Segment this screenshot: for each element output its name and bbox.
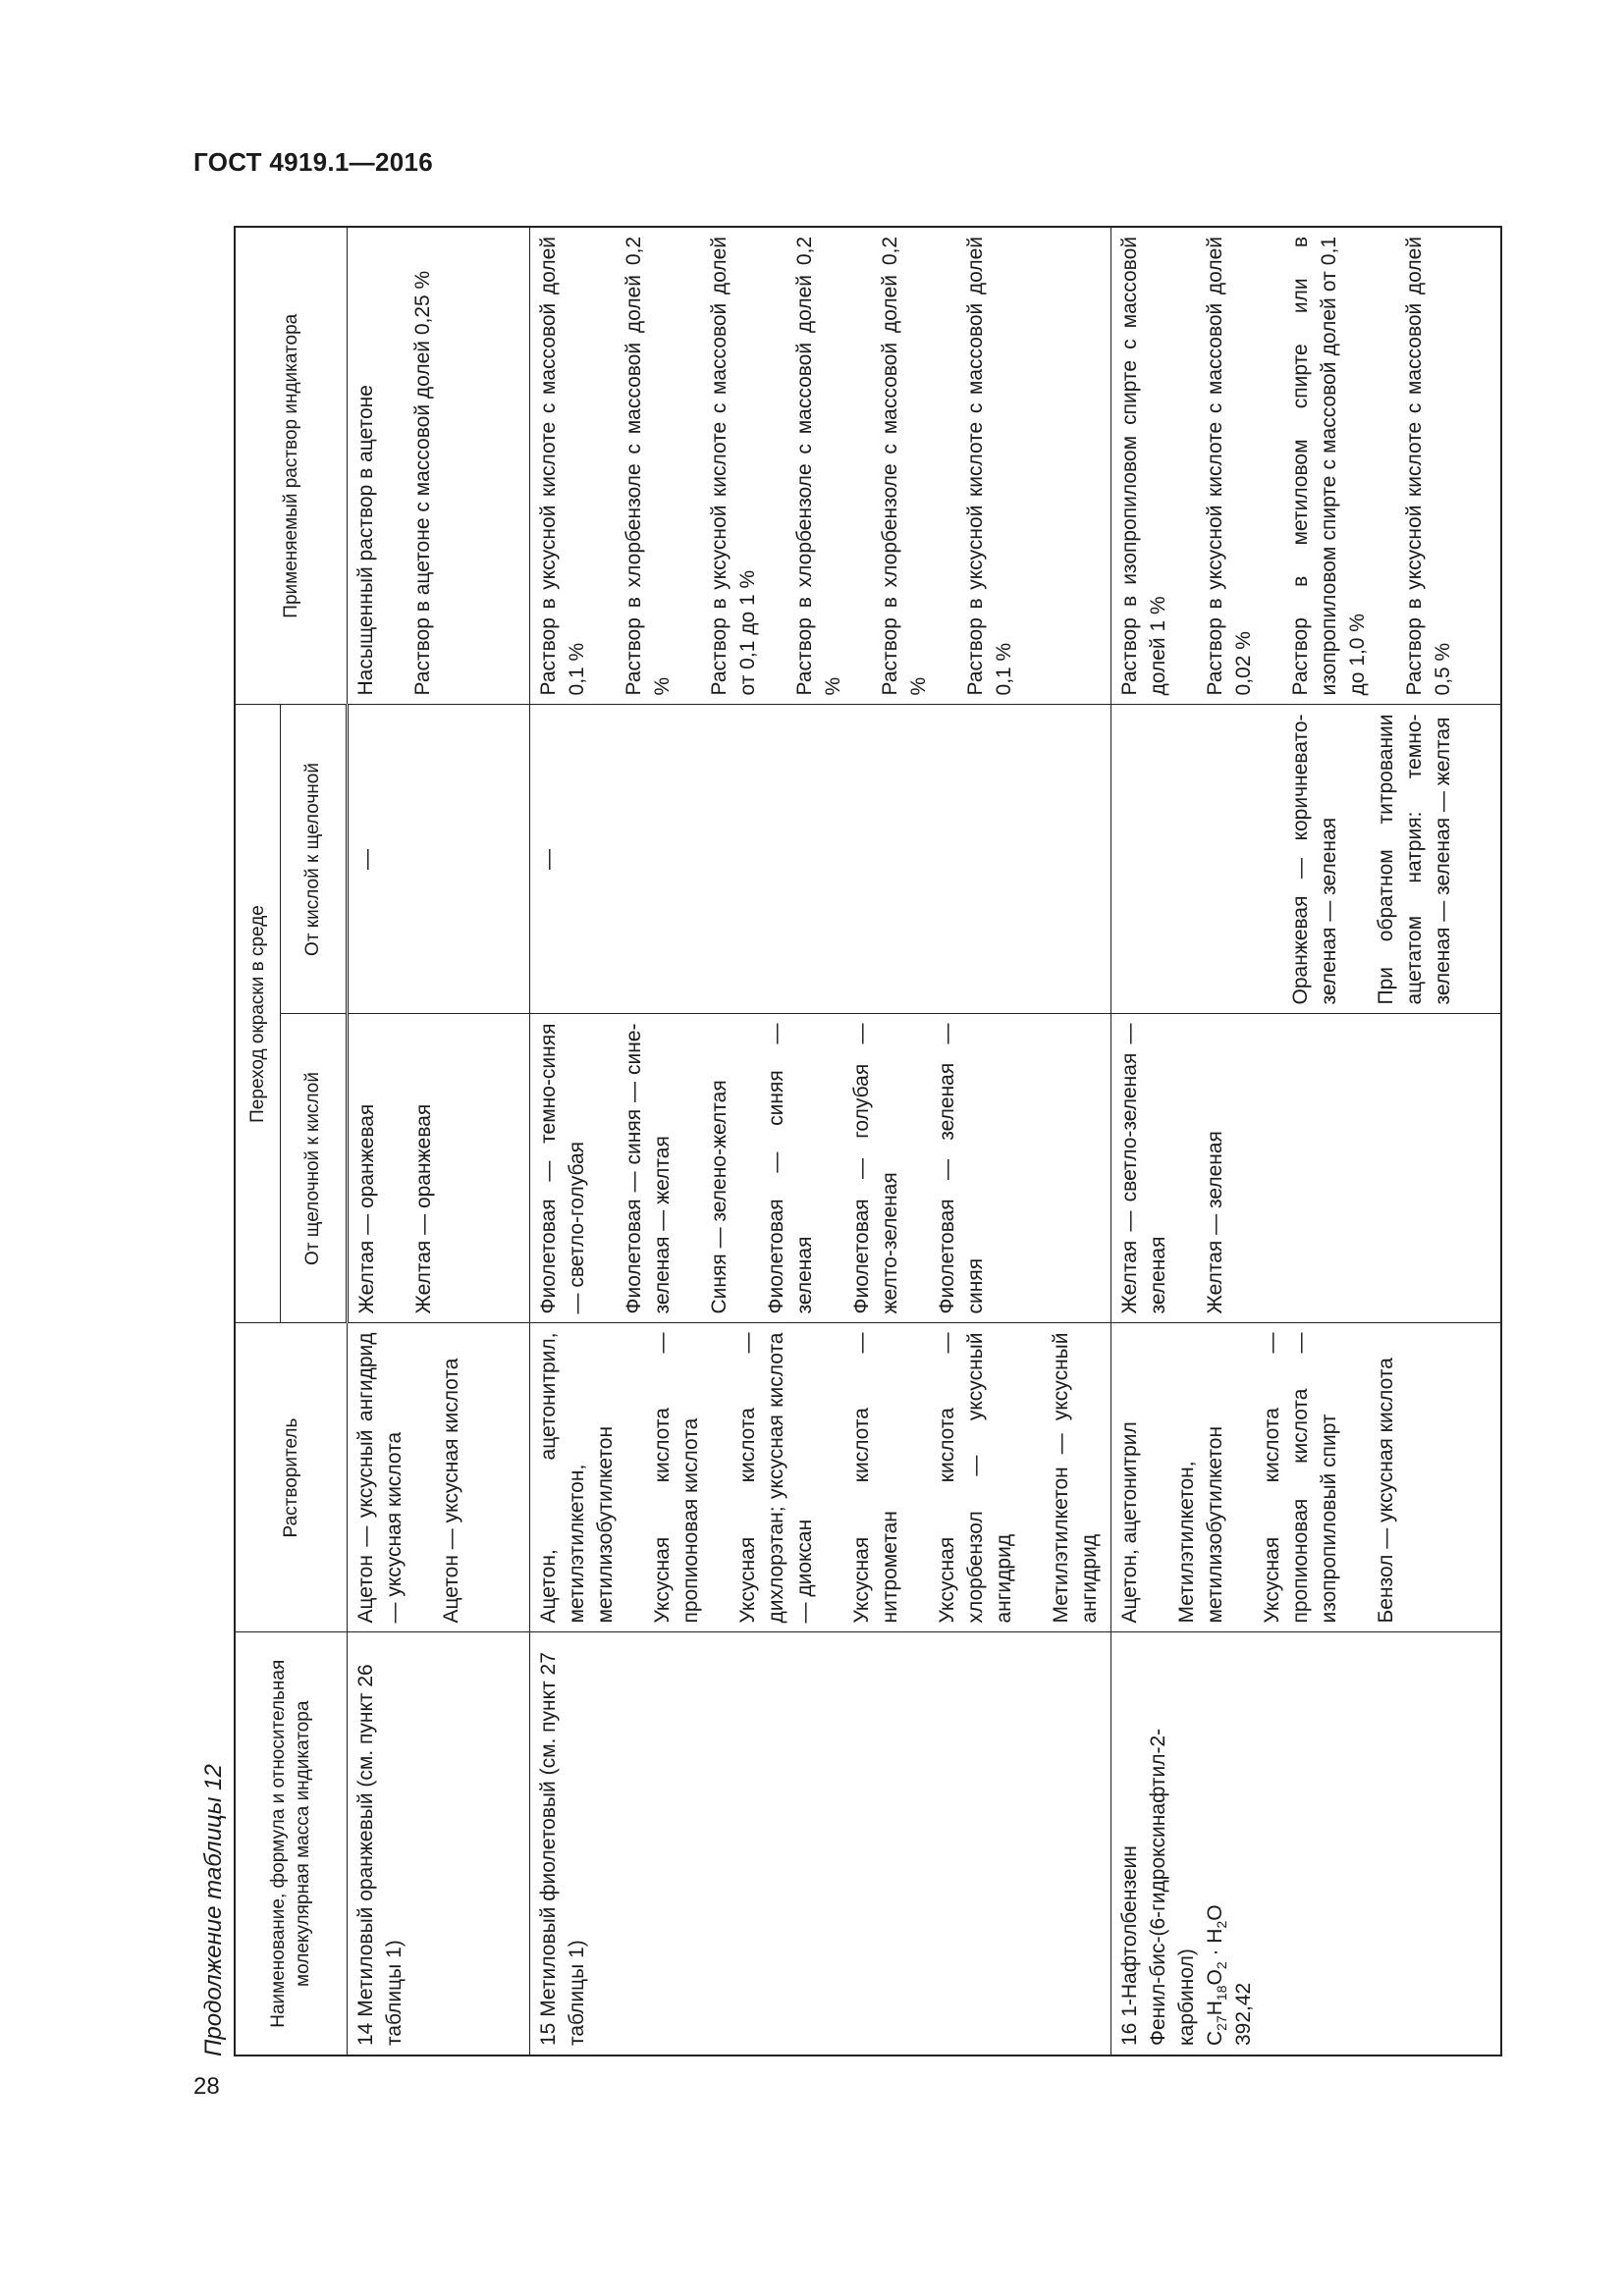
acid-to-alk-cell: — <box>529 705 1110 1014</box>
solution-cell: Насыщенный раствор в ацетоне Раствор в ацетоне с массовой долей 0,25 % <box>347 227 529 705</box>
table-row <box>529 227 1110 2056</box>
table-row <box>1110 227 1501 2056</box>
table-continuation-caption: Продолжение таблицы 12 <box>200 1764 227 2056</box>
chemical-formula: $C_{27}H_{18}O_2 \cdot H_2O$ <box>1203 1904 1229 2046</box>
col-header-solvent: Растворитель <box>235 1323 347 1632</box>
col-header-transition: Переход окраски в среде <box>235 705 280 1323</box>
solvent-cell: Ацетон, ацетонитрил Метилэтилкетон, метилизобутилкетон Уксусная кислота — пропионовая кислота — изопропиловый спирт Бензол — уксусная кислота <box>1110 1323 1501 1632</box>
page-number: 28 <box>193 2073 220 2100</box>
solution-cell: Раствор в уксусной кислоте с массовой долей 0,1 % Раствор в хлорбензоле с массовой долей 0,2 % Раствор в уксусной кислоте с массовой долей от 0,1 до 1 % Раствор в хлорбензоле с массовой долей 0,2 % Раствор в хлорбензоле с массовой долей 0,2 % Раствор в уксусной кислоте с массовой долей 0,1 % <box>529 227 1110 705</box>
molecular-mass: 392,42 <box>1231 1982 1255 2046</box>
solution-cell: Раствор в изопропиловом спирте с массовой долей 1 % Раствор в уксусной кислоте с массовой долей 0,02 % Раствор в метиловом спирте или в изопропиловом спирте с массовой долей от 0,1 до 1,0 % Раствор в уксусной кислоте с массовой долей 0,5 % <box>1110 227 1501 705</box>
col-header-acid-to-alk: От кислой к щелочной <box>280 705 347 1014</box>
acid-to-alk-cell: Оранжевая — коричневато-зеленая — зеленая При обратном титровании ацетатом натрия: темно-зеленая — зеленая — желтая <box>1110 705 1501 1014</box>
indicator-name: 16 1-Нафтолбензеин Фенил-бис-(6-гидроксинафтил-2-карбинол) $C_{27}H_{18}O_2 \cdot H_2O$ 392,42 <box>1110 1632 1501 2056</box>
alk-to-acid-cell: Фиолетовая — темно-синяя — светло-голубая Фиолетовая — синяя — сине-зеленая — желтая Синяя — зелено-желтая Фиолетовая — синяя — зеленая Фиолетовая — голубая — желто-зеленая Фиолетовая — зеленая — синяя <box>529 1014 1110 1323</box>
col-header-solution: Применяемый раствор индикатора <box>235 227 347 705</box>
alk-to-acid-cell: Желтая — светло-зеленая — зеленая Желтая — зеленая <box>1110 1014 1501 1323</box>
alk-to-acid-cell: Желтая — оранжевая Желтая — оранжевая <box>347 1014 529 1323</box>
table-row <box>347 227 529 2056</box>
rotated-table-block <box>196 228 1502 2056</box>
solvent-cell: Ацетон — уксусный ангидрид — уксусная кислота Ацетон — уксусная кислота <box>347 1323 529 1632</box>
acid-to-alk-cell: — <box>347 705 529 1014</box>
indicator-name: 15 Метиловый фиолетовый (см. пункт 27 таблицы 1) <box>529 1632 1110 2056</box>
document-title: ГОСТ 4919.1—2016 <box>193 147 434 177</box>
col-header-alk-to-acid: От щелочной к кислой <box>280 1014 347 1323</box>
col-header-name: Наименование, формула и относительная молекулярная масса индикатора <box>235 1632 347 2056</box>
header-row <box>235 227 280 2056</box>
solvent-cell: Ацетон, ацетонитрил, метилэтилкетон, метилизобутилкетон Уксусная кислота — пропионовая кислота Уксусная кислота — дихлорэтан; уксусная кислота — диоксан Уксусная кислота — нитрометан Уксусная кислота — хлорбензол — уксусный ангидрид Метилэтилкетон — уксусный ангидрид <box>529 1323 1110 1632</box>
indicator-name: 14 Метиловый оранжевый (см. пункт 26 таблицы 1) <box>347 1632 529 2056</box>
indicator-table <box>234 226 1502 2056</box>
